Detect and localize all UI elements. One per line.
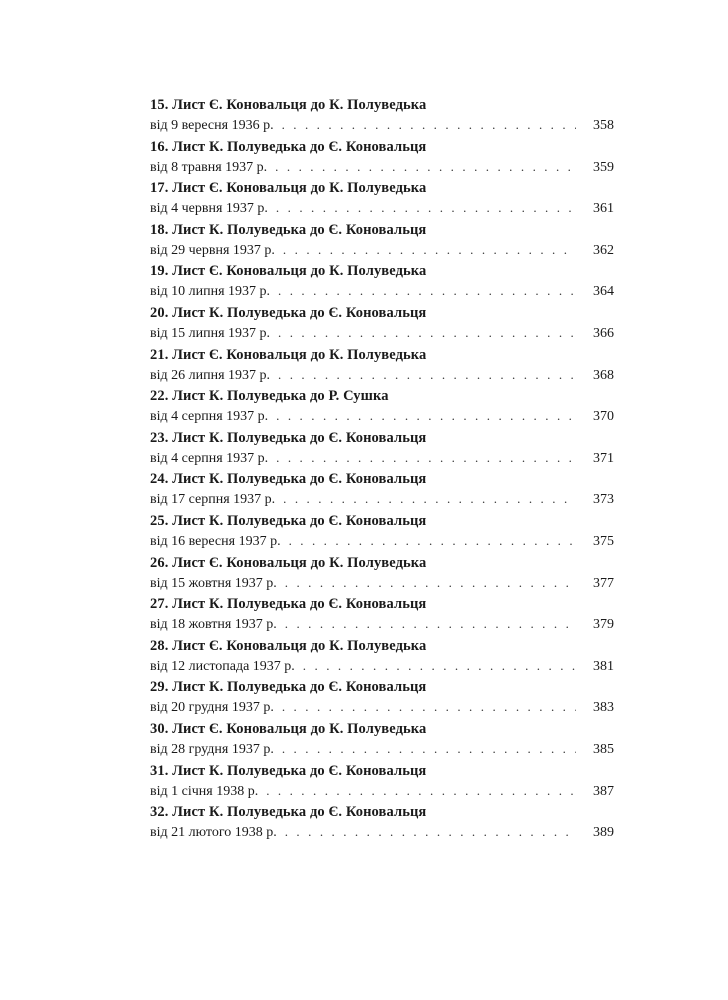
toc-entry-title: 18. Лист К. Полуведька до Є. Коновальця (150, 221, 427, 238)
toc-entry-date: від 1 січня 1938 р. (150, 783, 259, 799)
toc-entry-title: 28. Лист Є. Коновальця до К. Полуведька (150, 637, 427, 654)
dot-leader (289, 531, 576, 550)
toc-entry[interactable] (150, 137, 614, 179)
toc-entry-subline (150, 323, 614, 343)
table-of-contents (150, 95, 614, 844)
toc-entry[interactable] (150, 220, 614, 262)
toc-entry-title: 25. Лист К. Полуведька до Є. Коновальця (150, 512, 427, 529)
toc-entry[interactable] (150, 345, 614, 387)
toc-entry-title: 26. Лист Є. Коновальця до К. Полуведька (150, 554, 427, 571)
toc-entry-title: 32. Лист К. Полуведька до Є. Коновальця (150, 804, 427, 821)
toc-entry-page-number: 368 (593, 367, 614, 383)
toc-entry-page-number: 361 (593, 201, 614, 217)
toc-entry-date: від 16 вересня 1937 р. (150, 533, 281, 549)
toc-entry-date: від 15 жовтня 1937 р. (150, 575, 277, 591)
toc-entry-subline (150, 531, 614, 551)
toc-entry-subline (150, 198, 614, 218)
toc-entry-subline (150, 406, 614, 426)
toc-entry[interactable] (150, 553, 614, 595)
toc-entry-page-number: 371 (593, 450, 614, 466)
toc-entry-date: від 18 жовтня 1937 р. (150, 617, 277, 633)
toc-entry-date: від 4 серпня 1937 р. (150, 450, 269, 466)
dot-leader (276, 406, 576, 425)
toc-entry[interactable] (150, 178, 614, 220)
dot-leader (276, 448, 576, 467)
toc-entry-title: 17. Лист Є. Коновальця до К. Полуведька (150, 180, 427, 197)
toc-entry-title: 23. Лист К. Полуведька до Є. Коновальця (150, 429, 427, 446)
toc-entry-subline (150, 489, 614, 509)
toc-entry[interactable] (150, 719, 614, 761)
toc-entry-page-number: 381 (593, 658, 614, 674)
toc-entry-title: 19. Лист Є. Коновальця до К. Полуведька (150, 263, 427, 280)
toc-entry[interactable] (150, 802, 614, 844)
toc-entry-date: від 4 серпня 1937 р. (150, 409, 269, 425)
dot-leader (283, 240, 576, 259)
toc-entry-date: від 21 лютого 1938 р. (150, 825, 277, 841)
dot-leader (278, 365, 576, 384)
toc-entry-subline (150, 739, 614, 759)
toc-entry[interactable] (150, 594, 614, 636)
toc-entry-title: 24. Лист К. Полуведька до Є. Коновальця (150, 471, 427, 488)
toc-entry-page-number: 358 (593, 118, 614, 133)
toc-entry-page-number: 379 (593, 617, 614, 633)
toc-entry-date: від 15 липня 1937 р. (150, 325, 271, 341)
toc-entry[interactable] (150, 428, 614, 470)
toc-entry-date: від 26 липня 1937 р. (150, 367, 271, 383)
toc-entry-date: від 20 грудня 1937 р. (150, 700, 274, 716)
toc-entry-title: 27. Лист К. Полуведька до Є. Коновальця (150, 596, 427, 613)
toc-entry-title: 29. Лист К. Полуведька до Є. Коновальця (150, 679, 427, 696)
toc-entry-subline (150, 656, 614, 676)
toc-entry[interactable] (150, 761, 614, 803)
toc-entry[interactable] (150, 469, 614, 511)
dot-leader (266, 781, 576, 800)
toc-entry-subline (150, 573, 614, 593)
toc-entry-page-number: 366 (593, 325, 614, 341)
toc-entry-title: 20. Лист К. Полуведька до Є. Коновальця (150, 304, 427, 321)
toc-entry[interactable] (150, 386, 614, 428)
toc-entry-date: від 12 листопада 1937 р. (150, 658, 295, 674)
toc-entry[interactable] (150, 636, 614, 678)
dot-leader (278, 281, 576, 300)
toc-entry-title: 31. Лист К. Полуведька до Є. Коновальця (150, 762, 427, 779)
toc-entry[interactable] (150, 511, 614, 553)
toc-entry-date: від 4 червня 1937 р. (150, 201, 268, 217)
toc-entry-page-number: 383 (593, 700, 614, 716)
toc-entry-title: 21. Лист Є. Коновальця до К. Полуведька (150, 346, 427, 363)
toc-entry-subline (150, 157, 614, 177)
dot-leader (285, 822, 576, 841)
dot-leader (285, 614, 576, 633)
toc-entry[interactable] (150, 677, 614, 719)
toc-entry-subline (150, 822, 614, 842)
toc-entry-date: від 8 травня 1937 р. (150, 159, 268, 175)
toc-entry[interactable] (150, 95, 614, 137)
toc-entry-page-number: 375 (593, 533, 614, 549)
toc-entry-subline (150, 240, 614, 260)
toc-entry-page-number: 387 (593, 783, 614, 799)
dot-leader (278, 323, 576, 342)
toc-entry-page-number: 389 (593, 825, 614, 841)
toc-entry-subline (150, 448, 614, 468)
toc-entry-title: 22. Лист К. Полуведька до Р. Сушка (150, 388, 389, 405)
toc-entry-page-number: 362 (593, 242, 614, 258)
toc-entry-title: 30. Лист Є. Коновальця до К. Полуведька (150, 720, 427, 737)
toc-entry-date: від 28 грудня 1937 р. (150, 741, 274, 757)
toc-entry-subline (150, 365, 614, 385)
dot-leader (283, 489, 576, 508)
toc-entry-date: від 9 вересня 1936 р. (150, 118, 274, 133)
toc-entry-title: 15. Лист Є. Коновальця до К. Полуведька (150, 97, 427, 113)
dot-leader (282, 115, 576, 134)
toc-entry-subline (150, 781, 614, 801)
toc-entry-title: 16. Лист К. Полуведька до Є. Коновальця (150, 138, 427, 155)
toc-entry-subline (150, 115, 614, 135)
toc-entry-date: від 10 липня 1937 р. (150, 284, 271, 300)
dot-leader (282, 739, 576, 758)
toc-entry-page-number: 385 (593, 741, 614, 757)
dot-leader (282, 697, 576, 716)
toc-entry-subline (150, 614, 614, 634)
toc-entry-subline (150, 281, 614, 301)
toc-entry-page-number: 377 (593, 575, 614, 591)
dot-leader (276, 198, 576, 217)
toc-entry-date: від 17 серпня 1937 р. (150, 492, 276, 508)
dot-leader (285, 573, 576, 592)
toc-entry-page-number: 359 (593, 159, 614, 175)
toc-entry-page-number: 373 (593, 492, 614, 508)
toc-entry[interactable] (150, 261, 614, 303)
toc-entry-page-number: 364 (593, 284, 614, 300)
toc-entry-page-number: 370 (593, 409, 614, 425)
toc-entry-subline (150, 697, 614, 717)
dot-leader (275, 157, 576, 176)
dot-leader (303, 656, 576, 675)
toc-entry[interactable] (150, 303, 614, 345)
toc-entry-date: від 29 червня 1937 р. (150, 242, 275, 258)
